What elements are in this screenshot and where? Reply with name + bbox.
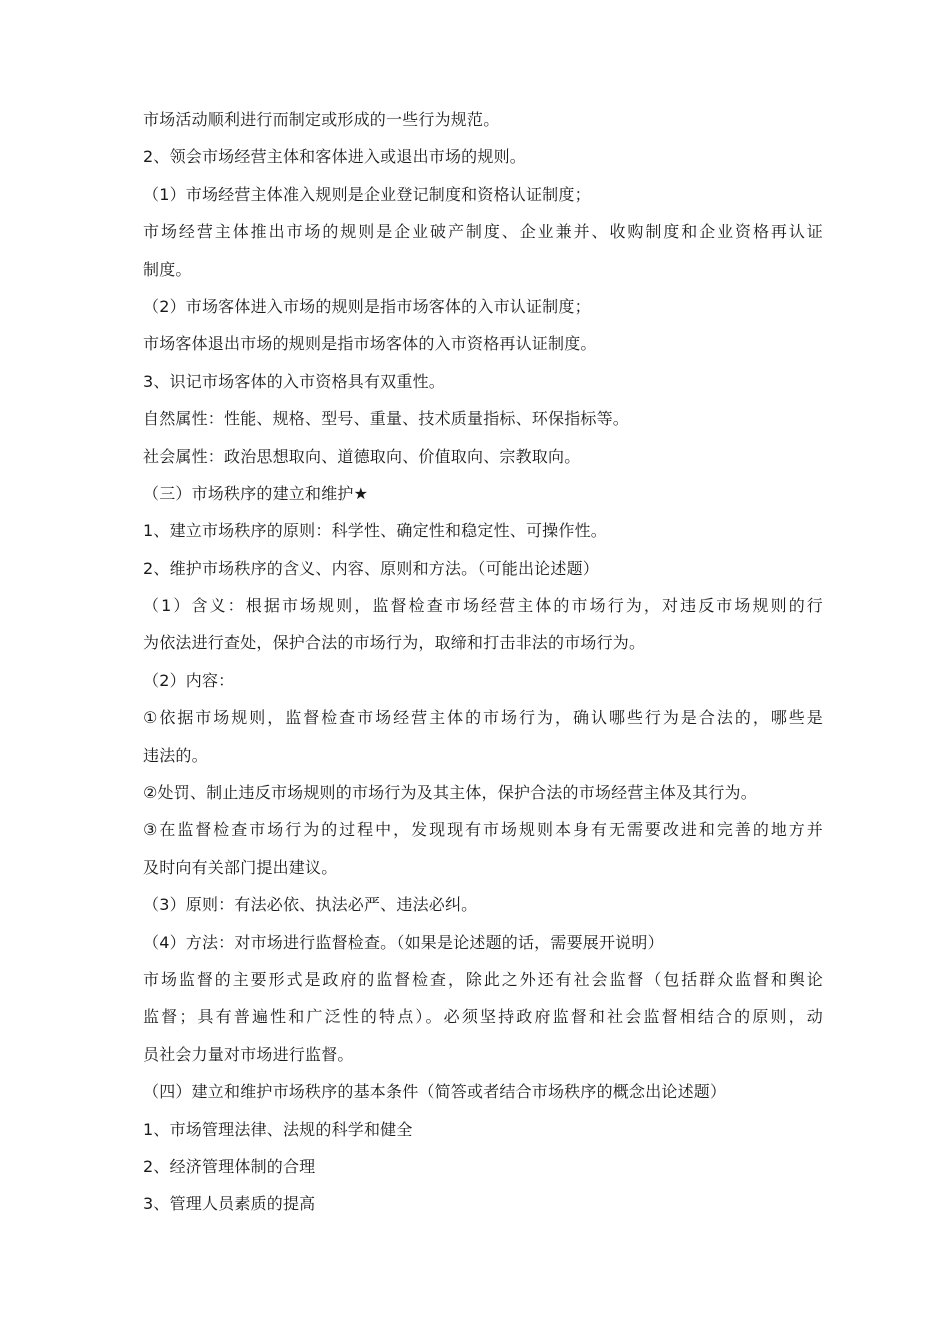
text-line: 社会属性：政治思想取向、道德取向、价值取向、宗教取向。 <box>143 446 581 466</box>
text-line: （1）含义：根据市场规则，监督检查市场经营主体的市场行为，对违反市场规则的行 <box>143 596 823 616</box>
document-body <box>143 101 823 1223</box>
text-line: 市场客体退出市场的规则是指市场客体的入市资格再认证制度。 <box>143 334 597 354</box>
text-line: 1、市场管理法律、法规的科学和健全 <box>143 1119 413 1139</box>
text-line: 市场监督的主要形式是政府的监督检查，除此之外还有社会监督（包括群众监督和舆论 <box>143 969 823 989</box>
text-line: 市场经营主体推出市场的规则是企业破产制度、企业兼并、收购制度和企业资格再认证 <box>143 222 823 242</box>
text-line: （4）方法：对市场进行监督检查。（如果是论述题的话，需要展开说明） <box>143 932 664 952</box>
text-line: （3）原则：有法必依、执法必严、违法必纠。 <box>143 895 478 915</box>
text-line: ②处罚、制止违反市场规则的市场行为及其主体，保护合法的市场经营主体及其行为。 <box>143 783 757 803</box>
text-line: 2、经济管理体制的合理 <box>143 1156 316 1176</box>
text-line: 2、维护市场秩序的含义、内容、原则和方法。（可能出论述题） <box>143 558 599 578</box>
text-line: （2）内容： <box>143 670 235 690</box>
text-line: 自然属性：性能、规格、型号、重量、技术质量指标、环保指标等。 <box>143 409 630 429</box>
text-line: 2、领会市场经营主体和客体进入或退出市场的规则。 <box>143 147 526 167</box>
text-line: 3、管理人员素质的提高 <box>143 1194 316 1214</box>
text-line: 制度。 <box>143 259 192 279</box>
text-line: （2）市场客体进入市场的规则是指市场客体的入市认证制度； <box>143 296 591 316</box>
text-line: ①依据市场规则，监督检查市场经营主体的市场行为，确认哪些行为是合法的，哪些是 <box>143 708 823 728</box>
text-line: 违法的。 <box>143 745 208 765</box>
text-line: 市场活动顺利进行而制定或形成的一些行为规范。 <box>143 110 500 129</box>
section-heading: （三）市场秩序的建立和维护★ <box>143 483 369 503</box>
text-line: 监督；具有普遍性和广泛性的特点）。必须坚持政府监督和社会监督相结合的原则，动 <box>143 1007 823 1027</box>
text-line: 及时向有关部门提出建议。 <box>143 857 338 877</box>
section-heading: （四）建立和维护市场秩序的基本条件（简答或者结合市场秩序的概念出论述题） <box>143 1082 727 1102</box>
text-line: 3、识记市场客体的入市资格具有双重性。 <box>143 371 445 391</box>
text-line: ③在监督检查市场行为的过程中，发现现有市场规则本身有无需要改进和完善的地方并 <box>143 820 823 840</box>
text-line: 1、建立市场秩序的原则：科学性、确定性和稳定性、可操作性。 <box>143 521 607 541</box>
text-line: 员社会力量对市场进行监督。 <box>143 1044 354 1064</box>
text-line: 为依法进行查处，保护合法的市场行为，取缔和打击非法的市场行为。 <box>143 633 646 653</box>
text-line: （1）市场经营主体准入规则是企业登记制度和资格认证制度； <box>143 184 591 204</box>
